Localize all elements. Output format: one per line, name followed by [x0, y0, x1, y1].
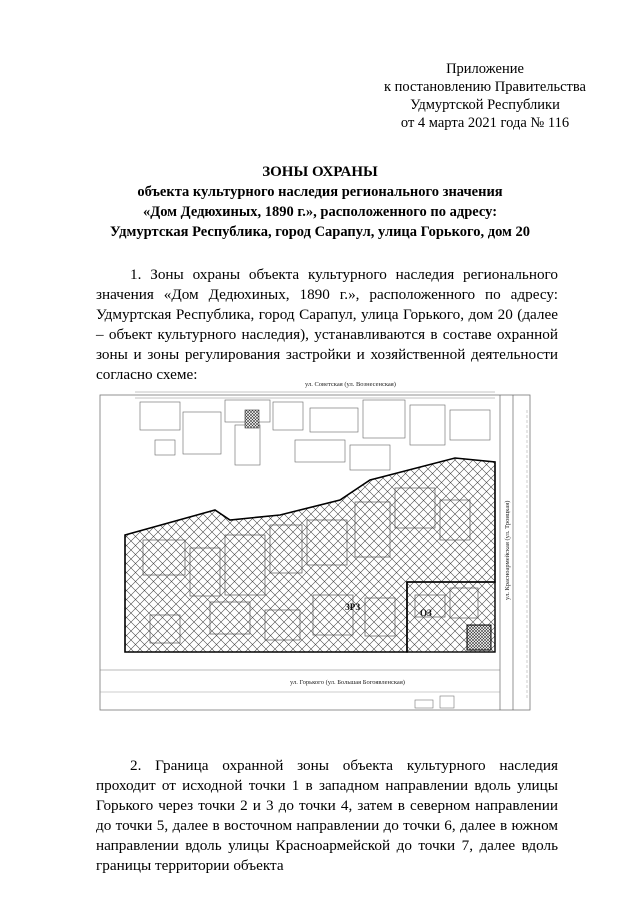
paragraph-2: 2. Граница охранной зоны объекта культурного наследия проходит от исходной точки 1 в западном направлении вдоль улицы Горького через точки 2 и 3 до точки 4, затем в северном направлении до точки 5, далее в восточном направлении до точки 6, далее в южном направлении вдоль улицы Красноармейской до точки 7, далее вдоль границы территории объекта: [96, 757, 558, 874]
street-bottom-label: ул. Горького (ул. Большая Богоявленская): [290, 679, 405, 686]
street-right-label: ул. Красноармейская (ул. Троицкая): [504, 500, 511, 600]
street-top-label: ул. Советская (ул. Вознесенская): [305, 381, 396, 388]
title-main: ЗОНЫ ОХРАНЫ: [262, 164, 378, 180]
appendix-resolution: к постановлению Правительства: [384, 79, 586, 95]
title-line-2: объекта культурного наследия регионального значения: [137, 184, 503, 200]
zone-scheme-map: [95, 370, 555, 730]
title-line-4: Удмуртская Республика, город Сарапул, улица Горького, дом 20: [109, 224, 531, 240]
zone-regulation-label: ЗРЗ: [345, 602, 361, 612]
document-title: [0, 162, 640, 242]
appendix-line: Приложение: [446, 61, 524, 77]
paragraph-1: 1. Зоны охраны объекта культурного наследия регионального значения «Дом Дедюхиных, 1890 г.», расположенного по адресу: Удмуртская Республика, город Сарапул, улица Горького, дом 20 (далее – объект культурного наследия), устанавливаются в составе охранной зоны и зоны регулирования застройки и хозяйственной деятельности согласно схеме:: [96, 266, 558, 383]
title-line-3: «Дом Дедюхиных, 1890 г.», расположенного по адресу:: [142, 204, 498, 220]
appendix-region: Удмуртской Республики: [410, 97, 560, 113]
zone-protection-label: ОЗ: [420, 608, 432, 618]
appendix-header: [360, 60, 610, 132]
appendix-date: от 4 марта 2021 года № 116: [400, 115, 570, 131]
